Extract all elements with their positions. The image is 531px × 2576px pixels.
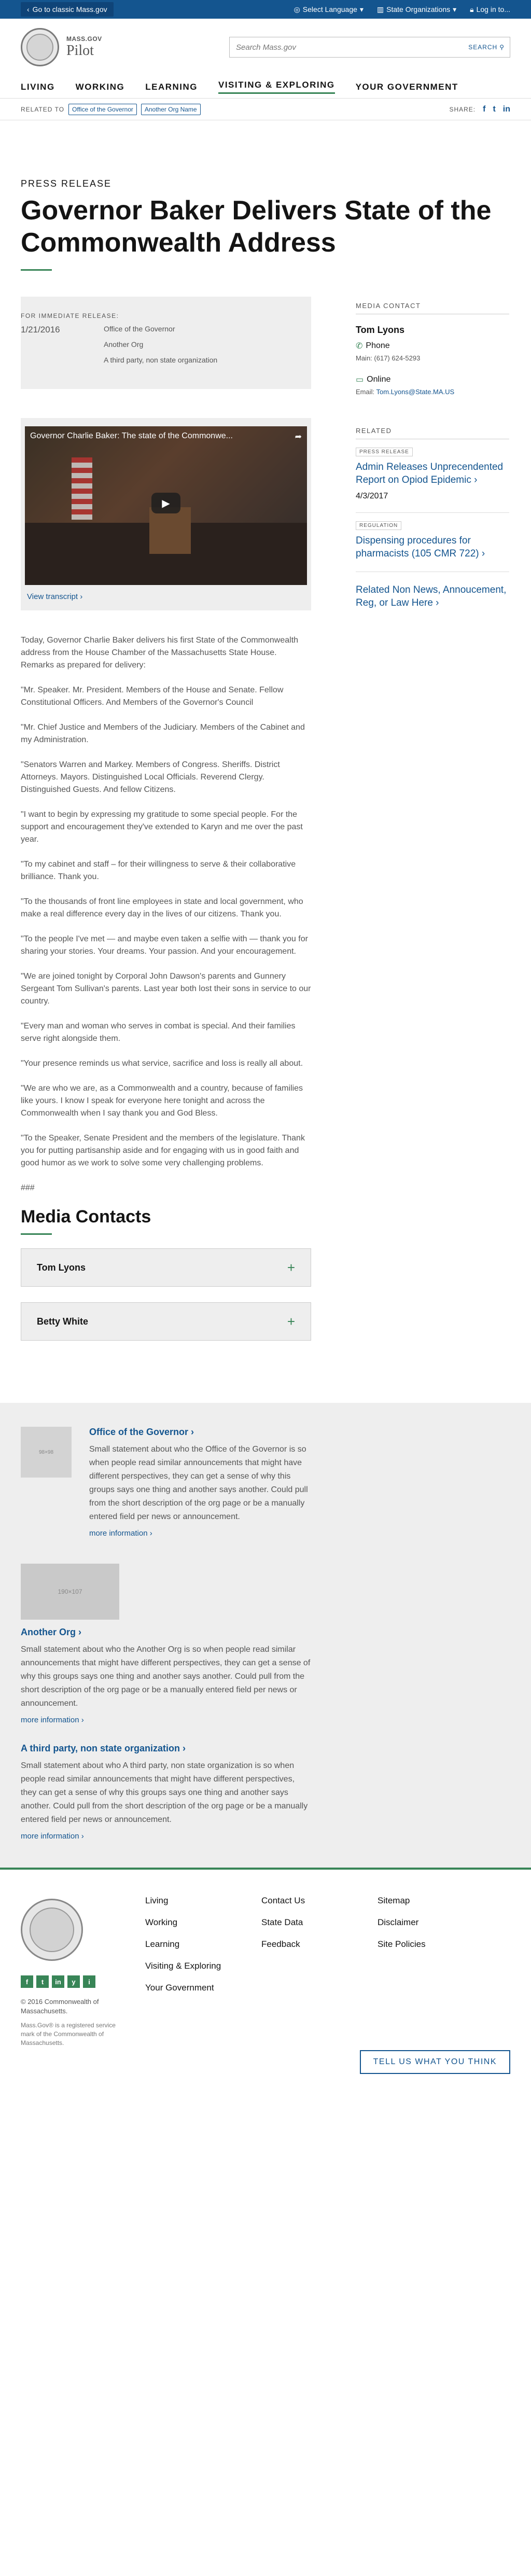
body-paragraph: "To my cabinet and staff – for their willingness to serve & their collaborative brilliance. Thank you.: [21, 860, 296, 881]
utility-bar: [0, 0, 531, 19]
related-chip: PRESS RELEASE: [356, 448, 413, 456]
org-title: A third party, non state organization: [21, 1743, 180, 1753]
footer-spacer: [261, 1961, 378, 1971]
related-more-label: Related Non News, Annoucement, Reg, or Law Here: [356, 584, 507, 608]
share-label: SHARE:: [449, 105, 476, 113]
body-paragraph: "Your presence reminds us what service, sacrifice and loss is really all about.: [21, 1059, 303, 1068]
chevron-left-icon: ‹: [27, 5, 30, 13]
org-description: Small statement about who A third party, non state organization is so when people read similar announcements that might have different perspectives, they can get a sense of why this groups says one thing and another says another. Could pull from the short description of the org page or be a manually entered field per news or announcement.: [21, 1761, 308, 1824]
more-info-label: more information: [89, 1529, 148, 1538]
nav-learning[interactable]: LEARNING: [145, 81, 198, 92]
plus-icon: +: [287, 1313, 295, 1329]
footer-link[interactable]: Living: [145, 1896, 169, 1905]
search-input[interactable]: Search Mass.gov: [236, 43, 296, 52]
feedback-button[interactable]: TELL US WHAT YOU THINK: [360, 2050, 510, 2074]
body-paragraph: "We are joined tonight by Corporal John Dawson's parents and Gunnery Sergeant Tom Sullivan's parents. Last year both lost their sons in service to our country.: [21, 972, 311, 1006]
state-orgs-label: State Organizations: [386, 5, 451, 13]
brand-small: MASS.GOV: [66, 35, 102, 43]
org-title: Office of the Governor: [89, 1427, 189, 1437]
view-transcript-link[interactable]: View transcript ›: [27, 592, 83, 601]
globe-icon: ◎: [294, 5, 300, 13]
online-label: Online: [367, 375, 391, 384]
phone-number[interactable]: Main: (617) 624-5293: [356, 354, 421, 362]
org-title-link[interactable]: Another Org ›: [21, 1627, 81, 1637]
body-paragraph: "We are who we are, as a Commonwealth and a country, because of families like yours. I know I speak for everyone here tonight and across the Commonwealth when I say thank you and God Bless.: [21, 1084, 303, 1118]
video-podium: [149, 507, 191, 554]
body-paragraph: "To the Speaker, Senate President and the members of the legislature. Thank you for putting partisanship aside and for engaging with us in good faith and good humor as we work to solve some very challenging problems.: [21, 1134, 305, 1167]
language-label: Select Language: [302, 5, 357, 13]
release-date: 1/21/2016: [21, 325, 60, 335]
email-line: [356, 388, 509, 396]
footer-seal-logo[interactable]: [21, 1899, 83, 1961]
media-contacts-accordion: [21, 1248, 311, 1341]
transcript-label: View transcript: [27, 592, 78, 601]
release-orgs: [104, 325, 217, 371]
media-contacts-heading: Media Contacts: [21, 1207, 151, 1227]
footer-link[interactable]: Feedback: [261, 1939, 300, 1949]
nav-government[interactable]: YOUR GOVERNMENT: [355, 81, 458, 92]
brand[interactable]: [66, 35, 102, 59]
plus-icon: +: [287, 1259, 295, 1275]
main-nav: [0, 76, 531, 99]
accordion-label: Betty White: [37, 1316, 88, 1327]
video-player[interactable]: [25, 426, 307, 585]
release-info: [21, 297, 311, 389]
classic-site-label: Go to classic Mass.gov: [32, 5, 107, 13]
more-info-link[interactable]: more information ›: [21, 1832, 84, 1841]
twitter-icon[interactable]: t: [36, 1975, 49, 1988]
seal-center: [26, 34, 53, 61]
caret-down-icon: ▾: [453, 5, 457, 13]
org-card: [21, 1743, 311, 1841]
accordion-label: Tom Lyons: [37, 1262, 86, 1273]
language-selector[interactable]: [294, 5, 364, 14]
related-to-bar: [0, 99, 531, 120]
site-header: [0, 19, 531, 76]
body-paragraph: "I want to begin by expressing my gratitude to some special people. For the support and encouragement they've extended to Karyn and me over the past year.: [21, 810, 303, 844]
more-info-link[interactable]: more information ›: [89, 1529, 152, 1538]
related-item: [356, 447, 509, 513]
search-icon: ⚲: [499, 44, 505, 51]
accordion-item[interactable]: [21, 1248, 311, 1287]
mass-seal-logo[interactable]: [21, 28, 59, 66]
youtube-icon[interactable]: y: [67, 1975, 80, 1988]
nav-visiting[interactable]: VISITING & EXPLORING: [218, 80, 335, 94]
org-thumbnail: [21, 1564, 119, 1620]
related-tag-another-org[interactable]: Another Org Name: [141, 104, 201, 115]
email-prefix: Email:: [356, 388, 375, 396]
classic-site-link[interactable]: [21, 2, 114, 17]
body-paragraph: "Senators Warren and Markey. Members of Congress. Sheriffs. District Attorneys. Mayors. Distinguished Local Officials. Reverend Clergy. Distinguished Guests. And fellow Citizens.: [21, 760, 280, 794]
footer-link[interactable]: State Data: [261, 1917, 303, 1927]
title-divider: [21, 269, 52, 271]
more-info-label: more information: [21, 1716, 79, 1724]
release-header: FOR IMMEDIATE RELEASE:: [21, 312, 119, 319]
related-item: [356, 520, 509, 572]
footer-link[interactable]: Working: [145, 1917, 178, 1927]
release-org: Another Org: [104, 340, 144, 349]
more-info-link[interactable]: more information ›: [21, 1716, 84, 1724]
org-title: Another Org: [21, 1627, 76, 1637]
lock-icon: 🔒︎: [470, 5, 474, 13]
org-card: [21, 1427, 311, 1538]
footer-link[interactable]: Disclaimer: [378, 1917, 419, 1927]
more-info-label: more information: [21, 1832, 79, 1841]
sidebar: [356, 297, 509, 1356]
footer-link[interactable]: Your Government: [145, 1983, 214, 1993]
accordion-item[interactable]: [21, 1302, 311, 1341]
phone-label: Phone: [366, 341, 390, 350]
instagram-icon[interactable]: i: [83, 1975, 95, 1988]
login-label: Log in to...: [476, 5, 510, 13]
organizations-section: [0, 1403, 531, 1868]
media-contacts-divider: [21, 1233, 52, 1235]
release-body: [21, 634, 311, 1194]
related-title: Admin Releases Unprecendented Report on Opiod Epidemic: [356, 462, 504, 485]
body-paragraph: "To the people I've met — and maybe even taken a selfie with — thank you for sharing your stories. Your dreams. Your passion. And your encouragement.: [21, 935, 308, 956]
media-contact-label: MEDIA CONTACT: [356, 302, 421, 310]
search-button-label: SEARCH: [468, 44, 498, 51]
footer-link[interactable]: Learning: [145, 1939, 180, 1949]
caret-down-icon: ▾: [359, 5, 364, 13]
body-end-mark: ###: [21, 1183, 35, 1192]
page-title: Governor Baker Delivers State of the Commonwealth Address: [21, 196, 492, 258]
search-button[interactable]: [463, 44, 510, 51]
thumb-label: 98×98: [38, 1449, 54, 1455]
facebook-icon[interactable]: f: [21, 1975, 33, 1988]
related-to-label: RELATED TO: [21, 105, 65, 113]
phone-icon: ✆: [356, 342, 363, 351]
footer-link[interactable]: Sitemap: [378, 1896, 410, 1905]
org-card-body: [89, 1427, 311, 1538]
nav-living[interactable]: LIVING: [21, 81, 55, 92]
laptop-icon: ▭: [356, 375, 364, 384]
footer-link[interactable]: Contact Us: [261, 1896, 305, 1905]
phone-heading: [356, 341, 509, 351]
registered-mark-note: Mass.Gov® is a registered service mark of the Commonwealth of Massachusetts.: [21, 2022, 116, 2046]
body-paragraph: Today, Governor Charlie Baker delivers his first State of the Commonwealth address from the House Chamber of the Massachusetts State House. Remarks as prepared for delivery:: [21, 636, 299, 670]
contact-name: Tom Lyons: [356, 325, 404, 335]
related-section: [356, 427, 509, 609]
press-release-label: PRESS RELEASE: [21, 178, 112, 189]
footer-link[interactable]: Visiting & Exploring: [145, 1961, 221, 1971]
org-card: [21, 1564, 311, 1724]
related-date: 4/3/2017: [356, 492, 388, 500]
release-org: A third party, non state organization: [104, 356, 218, 364]
linkedin-icon[interactable]: in: [52, 1975, 64, 1988]
search-box: [229, 37, 510, 58]
facebook-icon[interactable]: f: [483, 104, 486, 114]
video-title: Governor Charlie Baker: The state of the Commonwe...: [30, 431, 233, 440]
building-icon: ▥: [376, 5, 384, 13]
brand-big: Pilot: [66, 43, 94, 59]
release-org: Office of the Governor: [104, 325, 175, 333]
video-flag: [72, 457, 92, 520]
body-paragraph: "To the thousands of front line employees in state and local government, who make a real difference every day in the lives of our citizens. Thank you.: [21, 897, 303, 918]
related-tag-governor[interactable]: Office of the Governor: [68, 104, 137, 115]
state-orgs-menu[interactable]: [377, 5, 456, 14]
body-paragraph: "Every man and woman who serves in combat is special. And their families serve right alongside them.: [21, 1022, 296, 1043]
media-contact-card: [356, 302, 509, 396]
body-paragraph: "Mr. Chief Justice and Members of the Judiciary. Members of the Cabinet and my Administration.: [21, 723, 305, 744]
org-thumbnail: [21, 1427, 72, 1478]
nav-working[interactable]: WORKING: [75, 81, 125, 92]
seal-center: [30, 1907, 74, 1952]
play-icon[interactable]: ▶: [151, 493, 180, 513]
login-menu[interactable]: [470, 5, 510, 14]
related-chip: REGULATION: [356, 521, 401, 530]
org-description: Small statement about who the Office of the Governor is so when people read similar announcements that might have different perspectives, they can get a sense of why this groups says one thing and another says another. Could pull from the short description of the org page or be a manually entered field per news or announcement.: [89, 1445, 308, 1521]
online-heading: [356, 374, 509, 385]
email-link[interactable]: Tom.Lyons@State.MA.US: [376, 388, 455, 396]
footer-spacer: [378, 1961, 481, 1971]
share-video-icon[interactable]: ➦: [295, 433, 302, 441]
share-group: [449, 105, 510, 114]
related-more-link[interactable]: Related Non News, Annoucement, Reg, or Law Here ›: [356, 584, 507, 608]
twitter-icon[interactable]: t: [493, 104, 496, 114]
thumb-label: 190×107: [58, 1588, 82, 1595]
org-title-link[interactable]: A third party, non state organization ›: [21, 1743, 186, 1753]
related-link[interactable]: Admin Releases Unprecendented Report on Opiod Epidemic ›: [356, 462, 504, 485]
org-title-link[interactable]: Office of the Governor ›: [89, 1427, 194, 1437]
footer-link[interactable]: Site Policies: [378, 1939, 426, 1949]
press-header: [0, 120, 531, 271]
linkedin-icon[interactable]: in: [502, 104, 510, 114]
video-container: [21, 418, 311, 610]
related-title: Dispensing procedures for pharmacists (105 CMR 722): [356, 535, 479, 559]
site-footer: [0, 1868, 531, 2093]
related-link[interactable]: Dispensing procedures for pharmacists (105 CMR 722) ›: [356, 535, 485, 559]
main-column: [21, 297, 311, 1356]
video-title-bar: [30, 431, 302, 442]
org-description: Small statement about who the Another Org is so when people read similar announcements that might have different perspectives, they can get a sense of why this groups says one thing and another says another. Could pull from the short description of the org page or be a manually entered field per news or announcement.: [21, 1645, 311, 1708]
copyright: © 2016 Commonwealth of Massachusetts.: [21, 1998, 99, 2015]
body-paragraph: "Mr. Speaker. Mr. President. Members of the House and Senate. Fellow Constitutional Officers. And Members of the Governor's Council: [21, 686, 284, 707]
footer-links: [145, 1896, 481, 1993]
content-columns: [0, 297, 531, 1356]
related-label: RELATED: [356, 427, 392, 435]
